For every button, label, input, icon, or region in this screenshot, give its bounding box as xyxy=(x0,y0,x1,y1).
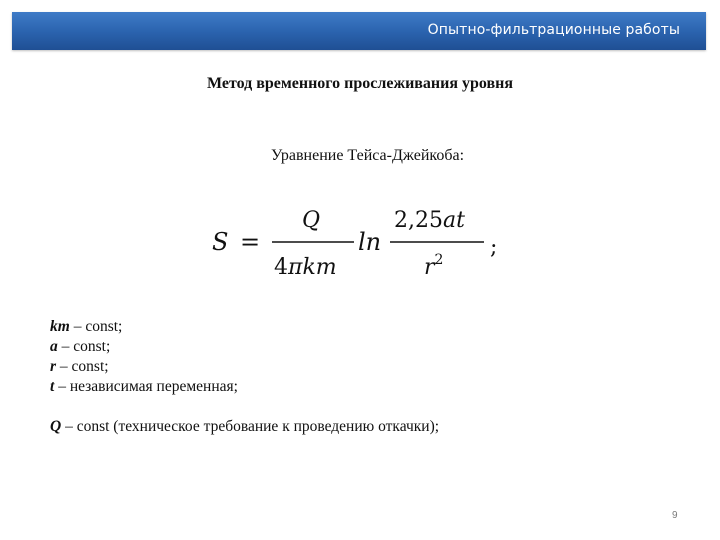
definition-item xyxy=(50,417,690,437)
definition-text: – const; xyxy=(69,318,123,335)
formula-frac1-den-pi: π xyxy=(288,255,303,280)
definition-symbol: Q xyxy=(50,418,62,435)
definition-text: – const; xyxy=(57,338,111,355)
definition-symbol: t xyxy=(50,378,55,395)
formula-terminator: ; xyxy=(490,235,498,260)
definition-text: – const; xyxy=(56,358,109,375)
definition-item xyxy=(50,377,690,397)
formula-frac2-num-const: 2,25 xyxy=(394,208,443,233)
definition-text: – независимая переменная; xyxy=(54,378,238,395)
equation-caption: Уравнение Тейса-Джейкоба: xyxy=(270,147,465,164)
definition-item xyxy=(50,337,690,357)
definition-text: – const (техническое требование к проведению откачки); xyxy=(61,418,440,435)
page-number: 9 xyxy=(672,510,678,521)
formula-ln: ln xyxy=(358,228,382,256)
header-bar xyxy=(12,12,706,50)
formula-equals: = xyxy=(240,228,261,256)
definition-symbol: km xyxy=(50,318,70,335)
formula-frac1-den-vars: km xyxy=(302,255,337,280)
theis-jacob-formula xyxy=(212,196,512,286)
formula-frac1-den-4: 4 xyxy=(274,255,288,280)
formula-frac1-numerator: Q xyxy=(302,208,321,233)
definition-symbol: a xyxy=(50,338,58,355)
header-title: Опытно-фильтрационные работы xyxy=(427,22,680,38)
formula-frac2-denominator xyxy=(424,252,443,280)
formula-frac1-denominator xyxy=(274,255,337,280)
formula-frac2-den-exp: 2 xyxy=(434,252,444,268)
formula-lhs: S xyxy=(212,228,229,256)
definition-spacer xyxy=(50,397,690,417)
formula-frac2-num-vars: at xyxy=(442,208,465,233)
definition-item xyxy=(50,317,690,337)
formula-frac2-den-var: r xyxy=(424,255,435,280)
formula-frac2-numerator xyxy=(394,208,465,233)
definition-symbol: r xyxy=(50,358,57,375)
definition-item xyxy=(50,357,690,377)
variable-definitions xyxy=(50,317,690,437)
slide-heading: Метод временного прослеживания уровня xyxy=(206,75,514,92)
